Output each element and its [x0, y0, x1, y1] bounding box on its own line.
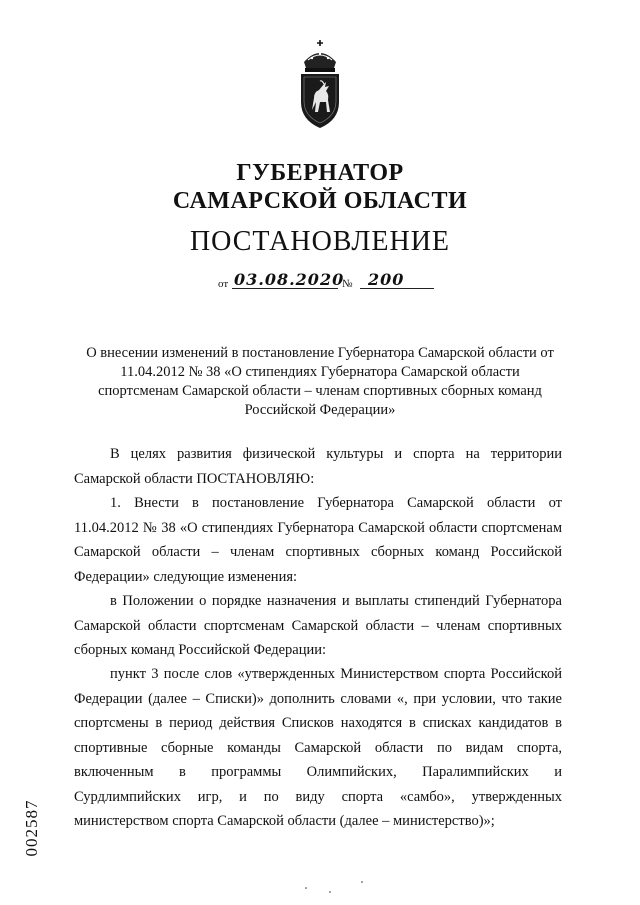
- date-from-label: от: [218, 278, 229, 290]
- document-subject: О внесении изменений в постановление Губернатора Самарской области от 11.04.2012 № 38 «О стипендиях Губернатора Самарской области спортсменам Самарской области – членам спортивных сборных команд Российской Федерации»: [86, 345, 554, 418]
- number-sign-label: №: [342, 278, 353, 290]
- handwritten-number: 200: [368, 270, 405, 289]
- document-type-title: ПОСТАНОВЛЕНИЕ: [189, 226, 451, 257]
- side-registration-number: 002587: [22, 799, 41, 857]
- issuer-title-line2: САМАРСКОЙ ОБЛАСТИ: [172, 188, 468, 214]
- scan-dots-decoration: [300, 878, 370, 898]
- body-paragraph: пункт 3 после слов «утвержденных Министерством спорта Российской Федерации (далее – Списки)» дополнить словами «, при условии, что такие спортсмены в период действия Списков находятся в списках кандидатов в спортивные сборные команды Самарской области по видам спорта, включенным в программы Олимпийских, Паралимпийских и Сурдлимпийских игр, и по виду спорта «самбо», утвержденных министерством спорта Самарской области (далее – министерство)»;: [74, 666, 562, 829]
- issuer-title-line1: ГУБЕРНАТОР: [236, 160, 404, 186]
- body-paragraph: 1. Внести в постановление Губернатора Самарской области от 11.04.2012 № 38 «О стипендиях Губернатора Самарской области спортсменам Самарской области – членам спортивных сборных команд Российской Федерации» следующие изменения:: [74, 495, 562, 585]
- samara-coat-of-arms-icon: [296, 38, 344, 130]
- body-paragraph: в Положении о порядке назначения и выплаты стипендий Губернатора Самарской области спортсменам Самарской области – членам спортивных сборных команд Российской Федерации:: [74, 593, 562, 658]
- body-paragraph: В целях развития физической культуры и спорта на территории Самарской области ПОСТАНОВЛЯЮ:: [74, 446, 562, 487]
- date-number-line: [218, 270, 438, 292]
- handwritten-date: 03.08.2020: [234, 270, 345, 289]
